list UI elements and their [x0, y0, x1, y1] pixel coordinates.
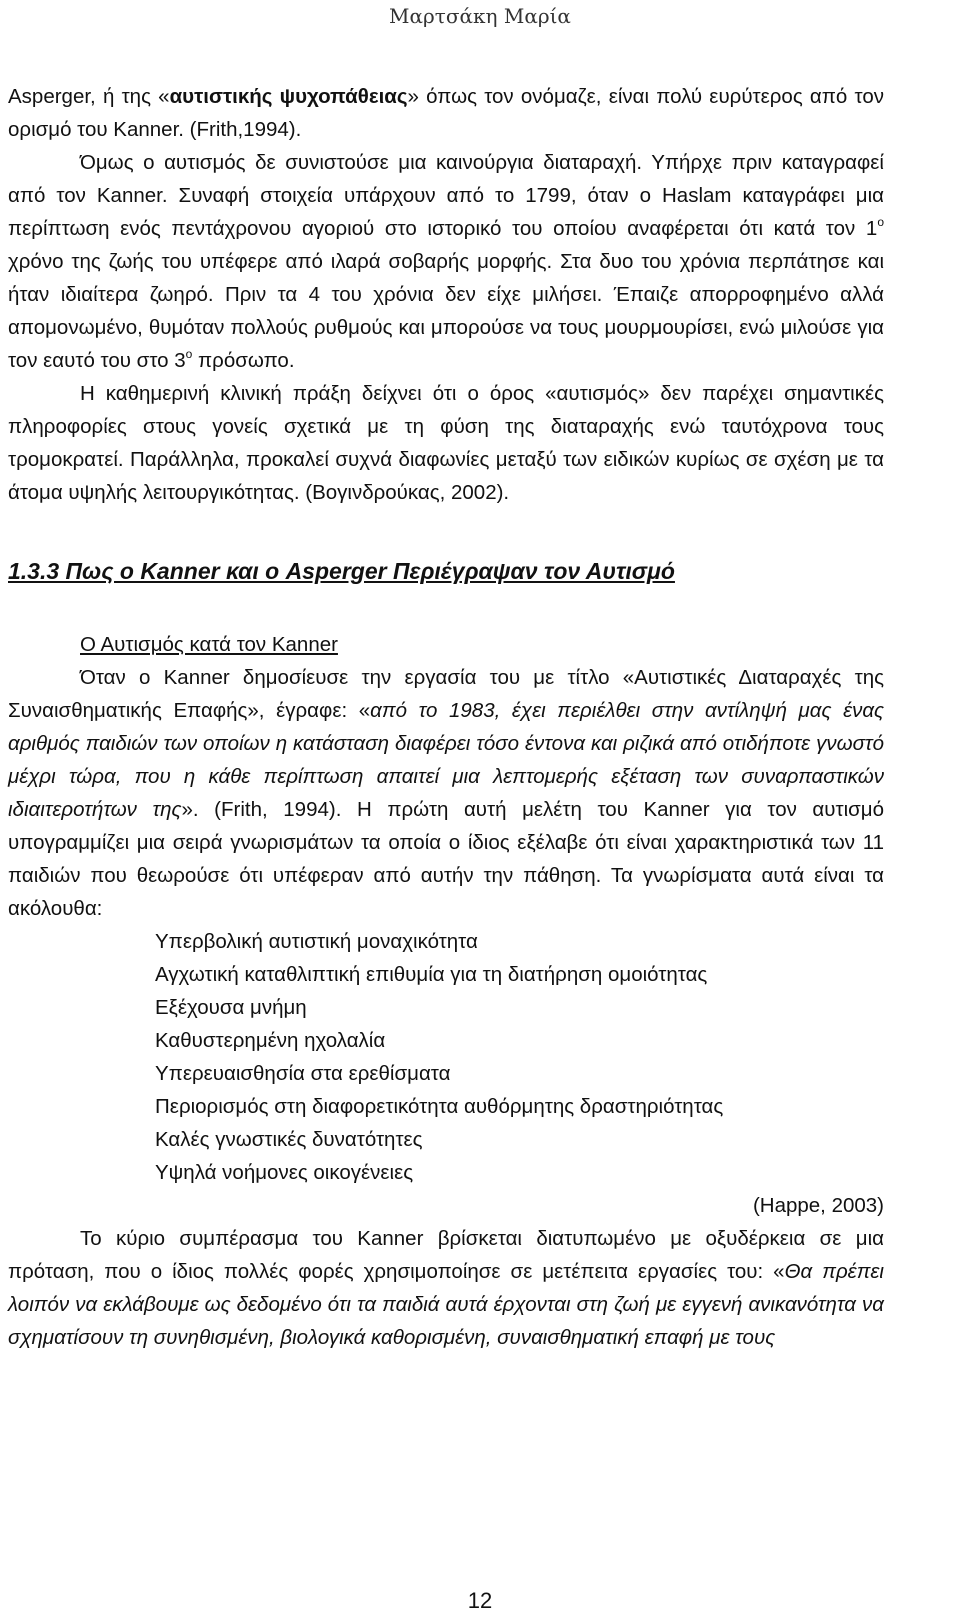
list-item: Αγχωτική καταθλιπτική επιθυμία για τη διατήρηση ομοιότητας	[155, 963, 708, 986]
section-heading: 1.3.3 Πως ο Kanner και ο Asperger Περιέγραψαν τον Αυτισμό	[8, 558, 675, 584]
list-item: Εξέχουσα μνήμη	[155, 996, 307, 1019]
paragraph-asperger	[8, 80, 884, 146]
list-item: Καθυστερημένη ηχολαλία	[155, 1029, 386, 1052]
para2-text-c: πρόσωπο.	[192, 349, 295, 372]
para2-text-a: Όμως ο αυτισμός δε συνιστούσε μια καινούργια διαταραχή. Υπήρχε πριν καταγραφεί από τον Kanner. Συναφή στοιχεία υπάρχουν από το 1799, όταν ο Haslam καταγράφει μια περίπτωση ενός πεντάχρονου αγοριού στο ιστορικό του οποίου αναφέρεται ότι κατά τον 1	[8, 151, 884, 240]
list-item: Καλές γνωστικές δυνατότητες	[155, 1128, 423, 1151]
list-item: Υψηλά νοήμονες οικογένειες	[155, 1161, 414, 1184]
paragraph-kanner-publication	[8, 661, 884, 925]
page-number: 12	[467, 1588, 493, 1613]
ordinal-superscript: ο	[877, 215, 884, 229]
para4-text-a: Όταν ο Kanner δημοσίευσε την εργασία του με τίτλο «Αυτιστικές Διαταραχές της Συναισθηματικής Επαφής», έγραφε: «	[8, 666, 884, 722]
document-body	[8, 80, 884, 1354]
ordinal-superscript: ο	[185, 347, 193, 361]
paragraph-kanner-conclusion	[8, 1222, 884, 1354]
para5-quote: Θα πρέπει λοιπόν να εκλάβουμε ως δεδομένο ότι τα παιδιά αυτά έρχονται στη ζωή με εγγενή ανικανότητα να σχηματίσουν τη συνηθισμένη, βιολογικά καθορισμένη, συναισθηματική επαφή με τους	[8, 1260, 884, 1349]
list-item: Υπερευαισθησία στα ερεθίσματα	[155, 1062, 451, 1085]
para2-text-b: χρόνο της ζωής του υπέφερε από ιλαρά σοβαρής μορφής. Στα δυο του χρόνια περπάτησε και ήταν ιδιαίτερα ζωηρό. Πριν τα 4 του χρόνια δεν είχε μιλήσει. Έπαιζε απορροφημένο αλλά απομονωμένο, θυμόταν πολλούς ρυθμούς και μπορούσε να τους μουρμουρίσει, ενώ μιλούσε για τον εαυτό του στο 3	[8, 250, 884, 372]
para5-text-a: Το κύριο συμπέρασμα του Kanner βρίσκεται διατυπωμένο με οξυδέρκεια σε μια πρόταση, που ο ίδιος πολλές φορές χρησιμοποίησε σε μετέπειτα εργασίες του: «	[8, 1227, 884, 1283]
page-header: Μαρτσάκη Μαρία	[389, 4, 571, 28]
para4-text-b: ». (Frith, 1994). Η πρώτη αυτή μελέτη του Kanner για τον αυτισμό υπογραμμίζει μια σειρά γνωρισμάτων τα οποία ο ίδιος εξέλαβε ότι είναι χαρακτηριστικά των 11 παιδιών που θεωρούσε ότι υπέφεραν από αυτήν την πάθηση. Τα γνωρίσματα αυτά είναι τα ακόλουθα:	[8, 798, 884, 920]
list-item: Περιορισμός στη διαφορετικότητα αυθόρμητης δραστηριότητας	[155, 1095, 724, 1118]
para1-bold-term: αυτιστικής ψυχοπάθειας	[169, 85, 408, 108]
paragraph-clinical-practice: Η καθημερινή κλινική πράξη δείχνει ότι ο όρος «αυτισμός» δεν παρέχει σημαντικές πληροφορίες στους γονείς σχετικά με τη φύση της διαταραχής ενώ ταυτόχρονα τους τρομοκρατεί. Παράλληλα, προκαλεί συχνά διαφωνίες μεταξύ των ειδικών κυρίως σε σχέση με τα άτομα υψηλής λειτουργικότητας. (Βογινδρούκας, 2002).	[8, 382, 884, 504]
para1-text-a: Asperger, ή της «	[8, 85, 170, 108]
subsection-heading: Ο Αυτισμός κατά τον Kanner	[80, 633, 338, 656]
para4-quote: από το 1983, έχει περιέλθει στην αντίληψή μας ένας αριθμός παιδιών των οποίων η κατάσταση διαφέρει τόσο έντονα και ριζικά από οτιδήποτε γνωστό μέχρι τώρα, που η κάθε περίπτωση απαιτεί μια λεπτομερής εξέταση των συναρπαστικών ιδιαιτεροτήτων της	[8, 699, 884, 821]
para1-text-b: » όπως τον ονόμαζε, είναι πολύ ευρύτερος από τον ορισμό του Kanner. (Frith,1994).	[8, 85, 884, 141]
paragraph-history	[8, 146, 884, 377]
features-list	[155, 925, 884, 1189]
list-item: Υπερβολική αυτιστική μοναχικότητα	[155, 930, 478, 953]
citation: (Happe, 2003)	[752, 1194, 884, 1217]
